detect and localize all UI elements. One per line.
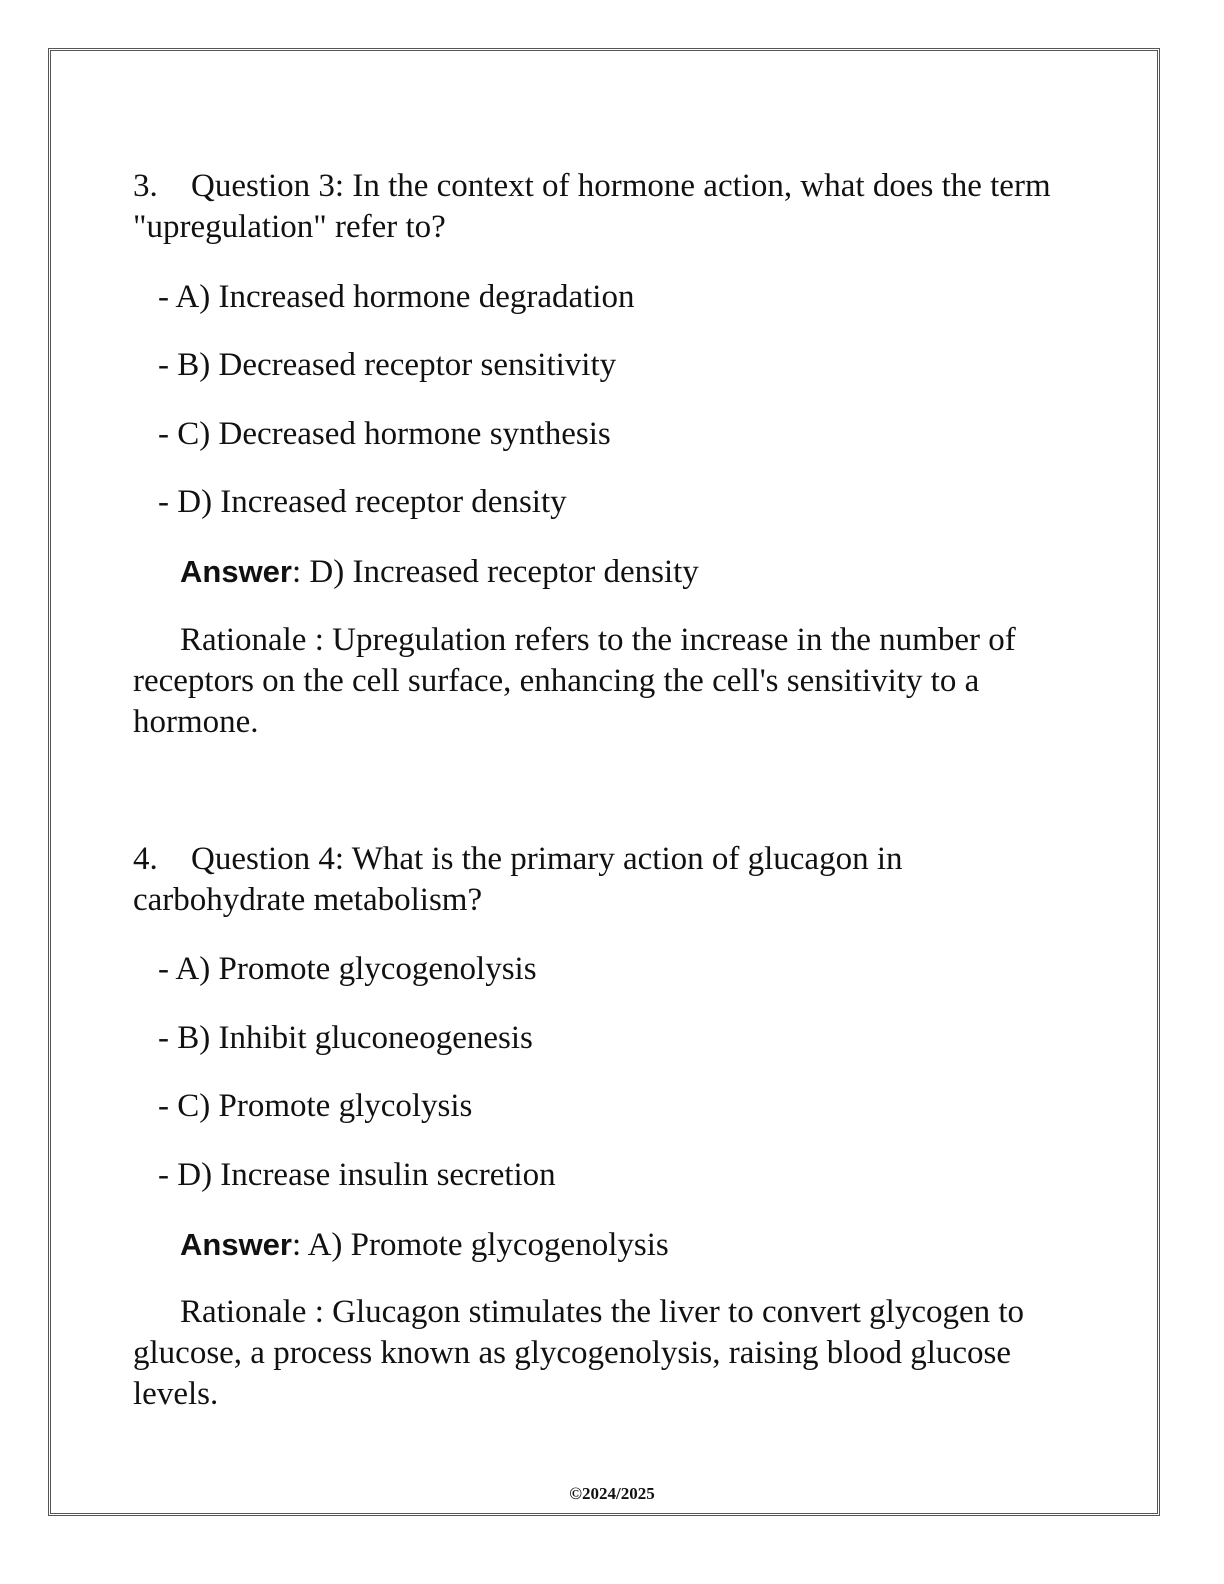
question-4-option-b: - B) Inhibit gluconeogenesis [158, 1020, 533, 1056]
question-3-prompt: Question 3: In the context of hormone action, what does the term "upregulation" refer to? [133, 168, 1051, 245]
question-4-text [133, 839, 1073, 921]
question-3-option-c: - C) Decreased hormone synthesis [158, 416, 611, 452]
question-4-number: 4. [133, 841, 158, 877]
question-3-option-b: - B) Decreased receptor sensitivity [158, 347, 617, 383]
question-3-option-a: - A) Increased hormone degradation [158, 279, 635, 315]
question-4-answer [180, 1224, 669, 1266]
question-4-option-a: - A) Promote glycogenolysis [158, 951, 537, 987]
question-4-option-d: - D) Increase insulin secretion [158, 1157, 556, 1193]
question-4 [133, 839, 1073, 921]
question-3 [133, 166, 1073, 248]
question-4-rationale: Rationale : Glucagon stimulates the liver to convert glycogen to glucose, a process known as glycogenolysis, raising blood glucose levels. [133, 1294, 1025, 1412]
question-4-prompt: Question 4: What is the primary action of glucagon in carbohydrate metabolism? [133, 841, 903, 918]
question-3-answer [180, 551, 699, 593]
question-4-option-c: - C) Promote glycolysis [158, 1088, 473, 1124]
question-3-option-d: - D) Increased receptor density [158, 484, 567, 520]
copyright-footer: ©2024/2025 [569, 1484, 655, 1503]
answer-label: Answer [180, 1227, 292, 1262]
question-3-number: 3. [133, 168, 158, 204]
answer-label: Answer [180, 554, 292, 589]
question-4-answer-text: : A) Promote glycogenolysis [291, 1227, 669, 1263]
question-3-answer-text: : D) Increased receptor density [291, 554, 699, 590]
question-3-text [133, 166, 1073, 248]
question-3-rationale: Rationale : Upregulation refers to the increase in the number of receptors on the cell surface, enhancing the cell's sensitivity to a hormone. [133, 622, 1016, 740]
